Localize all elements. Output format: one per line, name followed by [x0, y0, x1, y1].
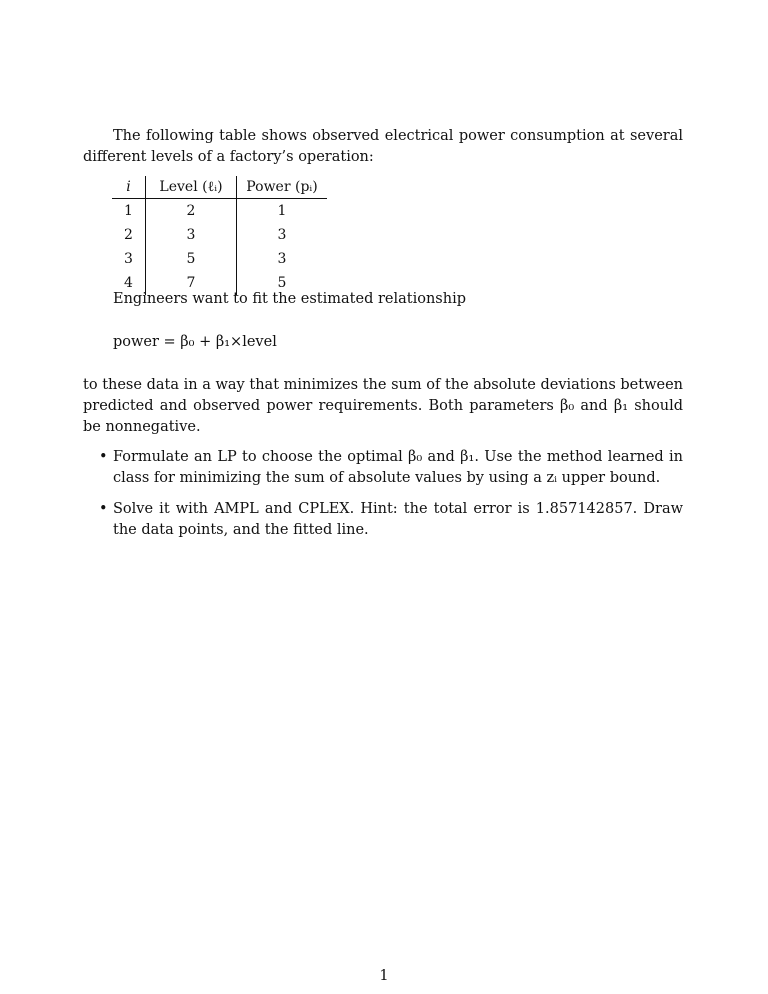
cell-index: 1	[112, 199, 146, 224]
cell-index: 3	[112, 247, 146, 271]
table-row	[112, 247, 327, 271]
cell-level: 5	[146, 247, 237, 271]
header-index: i	[112, 176, 146, 199]
intro-paragraph: The following table shows observed electrical power consumption at several different levels of a factory’s operation:	[83, 128, 683, 165]
table-row	[112, 199, 327, 224]
table-header-row	[112, 176, 327, 199]
cell-power: 1	[277, 202, 287, 219]
objective-paragraph: to these data in a way that minimizes the sum of the absolute deviations between predicted and observed power requirements. Both parameters β₀ and β₁ should be nonnegative.	[83, 377, 683, 435]
relationship-equation: power = β₀ + β₁×level	[113, 334, 277, 350]
cell-index: 2	[112, 223, 146, 247]
header-power: Power (pᵢ)	[237, 176, 328, 199]
bullet-icon: •	[99, 501, 108, 517]
page-number: 1	[379, 968, 389, 984]
header-level: Level (ℓᵢ)	[146, 176, 237, 199]
cell-level: 2	[146, 199, 237, 224]
cell-power: 3	[277, 226, 287, 243]
cell-level: 7	[146, 271, 237, 295]
task-list	[83, 447, 683, 551]
bullet-icon: •	[99, 449, 108, 465]
cell-level: 3	[146, 223, 237, 247]
cell-power: 3	[277, 250, 287, 267]
table-row	[112, 223, 327, 247]
engineers-paragraph: Engineers want to fit the estimated relationship	[113, 291, 466, 307]
list-item	[83, 499, 683, 541]
cell-index: 4	[112, 271, 146, 295]
task-text: Formulate an LP to choose the optimal β₀ and β₁. Use the method learned in class for minimizing the sum of absolute values by using a zᵢ upper bound.	[113, 449, 683, 486]
task-text: Solve it with AMPL and CPLEX. Hint: the total error is 1.857142857. Draw the data points, and the fitted line.	[113, 501, 683, 538]
power-data-table	[112, 176, 327, 295]
list-item	[83, 447, 683, 489]
cell-power: 5	[277, 274, 287, 291]
